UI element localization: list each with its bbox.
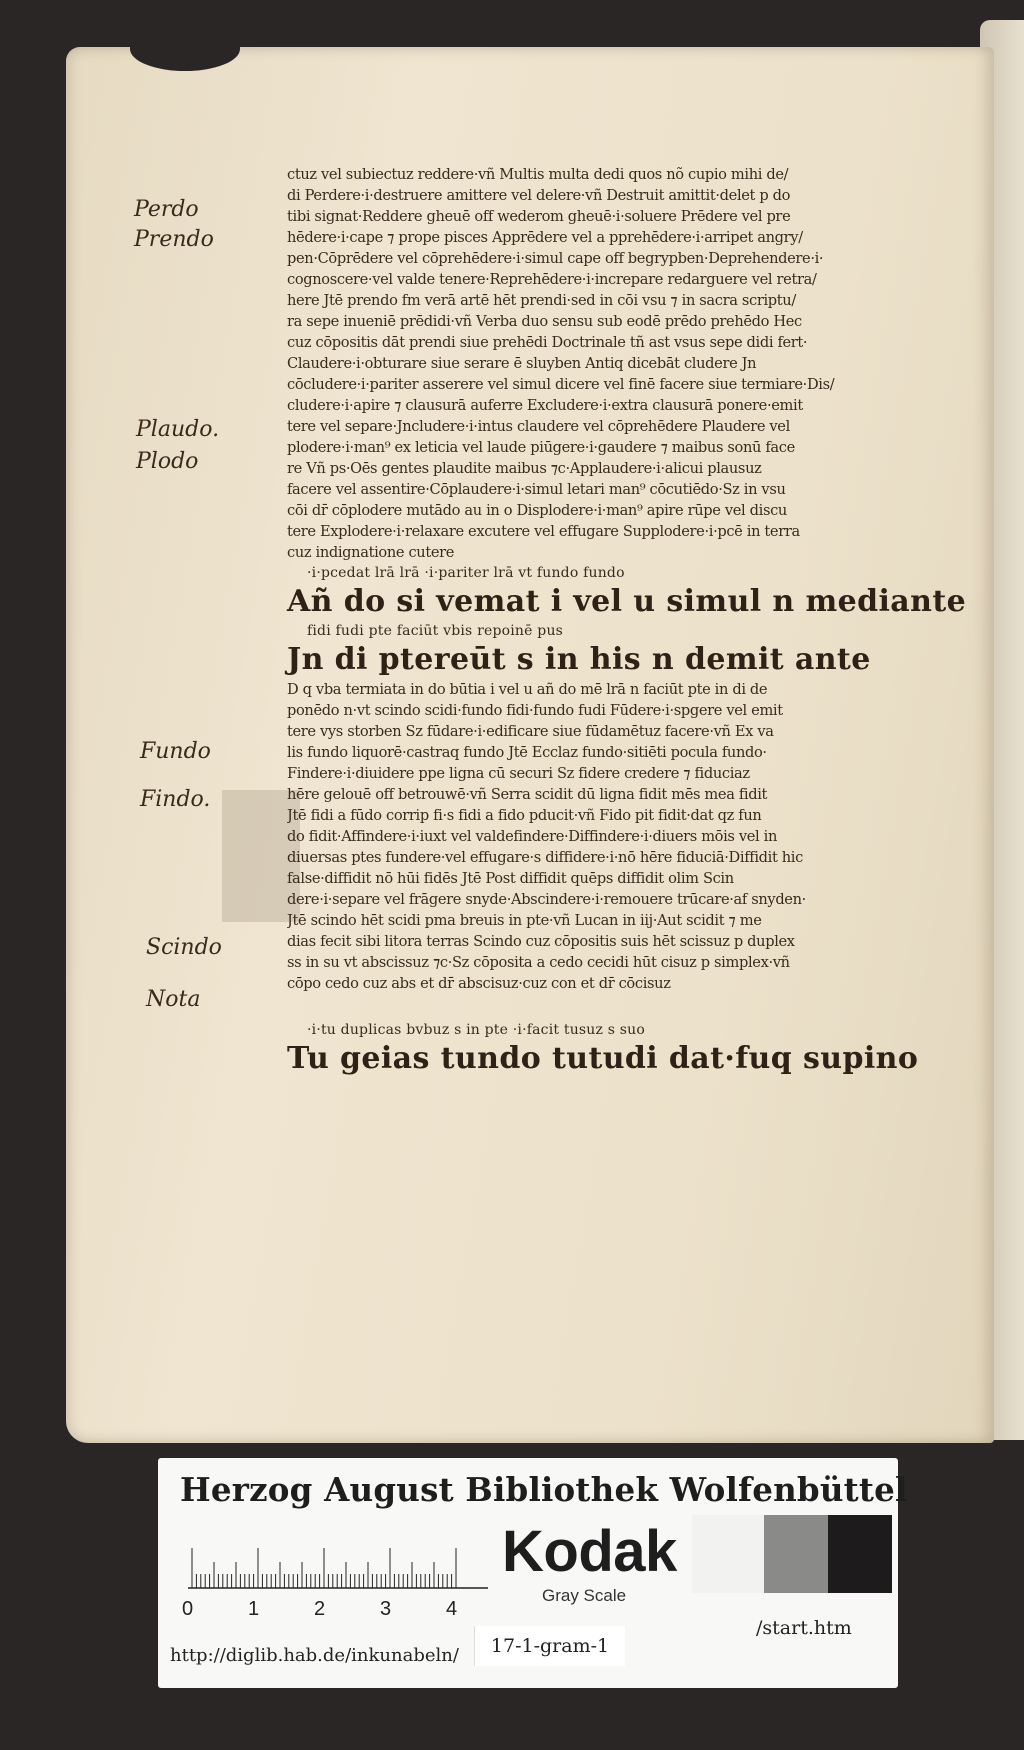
text-line: hēdere·i·cape ⁊ prope pisces Apprēdere vel a pprehēdere·i·arripet angry/ xyxy=(287,229,803,246)
text-line: dere·i·separe vel frāgere snyde·Abscindere·i·remouere trūcare·af snyden· xyxy=(287,891,806,908)
kodak-logo: Kodak xyxy=(502,1519,677,1584)
text-line: ra sepe inueniē prēdidi·vñ Verba duo sensu sub eodē prēdo prehēdo Hec xyxy=(287,313,802,330)
measurement-ruler xyxy=(188,1542,488,1590)
text-line: Claudere·i·obturare siue serare ē sluyben Antiq dicebāt cludere Jn xyxy=(287,355,757,372)
text-line: cognoscere·vel valde tenere·Reprehēdere·i·increpare redarguere vel retra/ xyxy=(287,271,817,288)
text-line: plodere·i·man⁹ ex leticia vel laude piūgere·i·gaudere ⁊ maibus sonū face xyxy=(287,439,795,456)
text-line: ponēdo n·vt scindo scidi·fundo fidi·fundo fudi Fūdere·i·spgere vel emit xyxy=(287,702,783,719)
ruler-number: 2 xyxy=(314,1598,326,1620)
ruler-number: 3 xyxy=(380,1598,392,1620)
swatch-black xyxy=(828,1515,892,1593)
text-line: lis fundo liquorē·castraq fundo Jtē Ecclaz fundo·sitiēti pocula fundo· xyxy=(287,744,767,761)
interlinear-gloss: ·i·tu duplicas bvbuz s in pte ·i·facit tusuz s suo xyxy=(307,1022,646,1038)
library-label-card xyxy=(158,1458,908,1688)
shelfmark: 17-1-gram-1 xyxy=(474,1626,625,1666)
text-line: tere vel separe·Jncludere·i·intus claudere vel cōprehēdere Plaudere vel xyxy=(287,418,790,435)
text-line: cuz cōpositis dāt prendi siue prehēdi Doctrinale tñ ast vsus sepe didi fert· xyxy=(287,334,808,351)
text-line: Jtē scindo hēt scidi pma breuis in pte·vñ Lucan in iij·Aut scidit ⁊ me xyxy=(287,912,762,929)
background-board xyxy=(0,1700,1024,1750)
text-line: cuz indignatione cutere xyxy=(287,544,455,561)
ruler-number: 1 xyxy=(248,1598,260,1620)
text-line: hēre gelouē off betrouwē·vñ Serra scidit dū ligna fidit mēs mea fidit xyxy=(287,786,768,803)
text-line: do fidit·Affindere·i·iuxt vel valdefindere·Diffindere·i·diuers mōis vel in xyxy=(287,828,778,845)
text-line: Findere·i·diuidere ppe ligna cū securi Sz fidere credere ⁊ fiduciaz xyxy=(287,765,750,782)
swatch-gray xyxy=(764,1515,828,1593)
margin-note: Fundo xyxy=(140,739,211,764)
text-line: tibi signat·Reddere gheuē off wederom gheuē·i·soluere Prēdere vel pre xyxy=(287,208,791,225)
margin-note: Nota xyxy=(146,987,201,1012)
text-line: cludere·i·apire ⁊ clausurā auferre Excludere·i·extra clausurā ponere·emit xyxy=(287,397,803,414)
interlinear-gloss: fidi fudi pte faciūt vbis repoinē pus xyxy=(307,623,564,639)
margin-note: Plaudo. xyxy=(136,417,220,442)
text-line: facere vel assentire·Cōplaudere·i·simul letari man⁹ cōcutiēdo·Sz in vsu xyxy=(287,481,786,498)
text-line: ctuz vel subiectuz reddere·vñ Multis multa dedi quos nõ cupio mihi de/ xyxy=(287,166,789,183)
text-line: cōpo cedo cuz abs et dr̄ abscisuz·cuz con et dr̄ cōcisuz xyxy=(287,975,671,992)
text-line: Jtē fidi a fūdo corrip fi·s fidi a fido pducit·vñ Fido pit fidit·dat qz fun xyxy=(287,807,762,824)
margin-note: Scindo xyxy=(146,935,222,960)
verse-line: Jn di ptereūt s in his n demit ante xyxy=(287,642,871,677)
text-line: tere Explodere·i·relaxare excutere vel effugare Supplodere·i·pcē in terra xyxy=(287,523,800,540)
ruler-number: 0 xyxy=(182,1598,194,1620)
margin-note: Prendo xyxy=(134,227,214,252)
text-line: re Vñ ps·Oēs gentes plaudite maibus ⁊c·Applaudere·i·alicui plausuz xyxy=(287,460,762,477)
text-line: tere vys storben Sz fūdare·i·edificare siue fūdamētuz facere·vñ Ex va xyxy=(287,723,774,740)
interlinear-gloss: ·i·pcedat lrā lrā ·i·pariter lrā vt fundo fundo xyxy=(307,565,625,581)
text-line: pen·Cōprēdere vel cōprehēdere·i·simul cape off begrypben·Deprehendere·i· xyxy=(287,250,824,267)
text-line: ss in su vt abscissuz ⁊c·Sz cōposita a cedo cecidi hūt cisuz p simplex·vñ xyxy=(287,954,790,971)
text-line: diuersas ptes fundere·vel effugare·s diffidere·i·nō hēre fiduciā·Diffidit hic xyxy=(287,849,803,866)
text-line: cōcludere·i·pariter asserere vel simul dicere vel finē facere siue termiare·Dis/ xyxy=(287,376,835,393)
margin-note: Findo. xyxy=(140,787,211,812)
gray-scale-label: Gray Scale xyxy=(542,1586,627,1605)
text-line: di Perdere·i·destruere amittere vel delere·vñ Destruit amittit·delet p do xyxy=(287,187,791,204)
start-path: /start.htm xyxy=(756,1617,852,1639)
verse-line: Tu geias tundo tutudi dat·fuq supino xyxy=(287,1041,919,1076)
source-url: http://diglib.hab.de/inkunabeln/ xyxy=(170,1645,459,1666)
text-line: cōi dr̄ cōplodere mutādo au in o Displodere·i·man⁹ apire rūpe vel discu xyxy=(287,502,787,519)
text-line: here Jtē prendo fm verā artē hēt prendi·sed in cōi vsu ⁊ in sacra scriptu/ xyxy=(287,292,796,309)
text-line: D q vba termiata in do būtia i vel u añ do mē lrā n faciūt pte in di de xyxy=(287,681,768,698)
margin-note: Plodo xyxy=(136,449,199,474)
margin-note: Perdo xyxy=(134,197,199,222)
ruler-number: 4 xyxy=(446,1598,458,1620)
ruler-numbers xyxy=(182,1598,502,1620)
swatch-white xyxy=(692,1515,764,1593)
verse-line: Añ do si vemat i vel u simul n mediante xyxy=(287,584,967,619)
text-line: dias fecit sibi litora terras Scindo cuz cōpositis suis hēt scissuz p duplex xyxy=(287,933,795,950)
incunable-text xyxy=(287,164,967,1078)
library-name: Herzog August Bibliothek Wolfenbüttel xyxy=(180,1470,908,1509)
text-line: false·diffidit nō hūi fidēs Jtē Post diffidit quēps diffidit olim Scin xyxy=(287,870,734,887)
